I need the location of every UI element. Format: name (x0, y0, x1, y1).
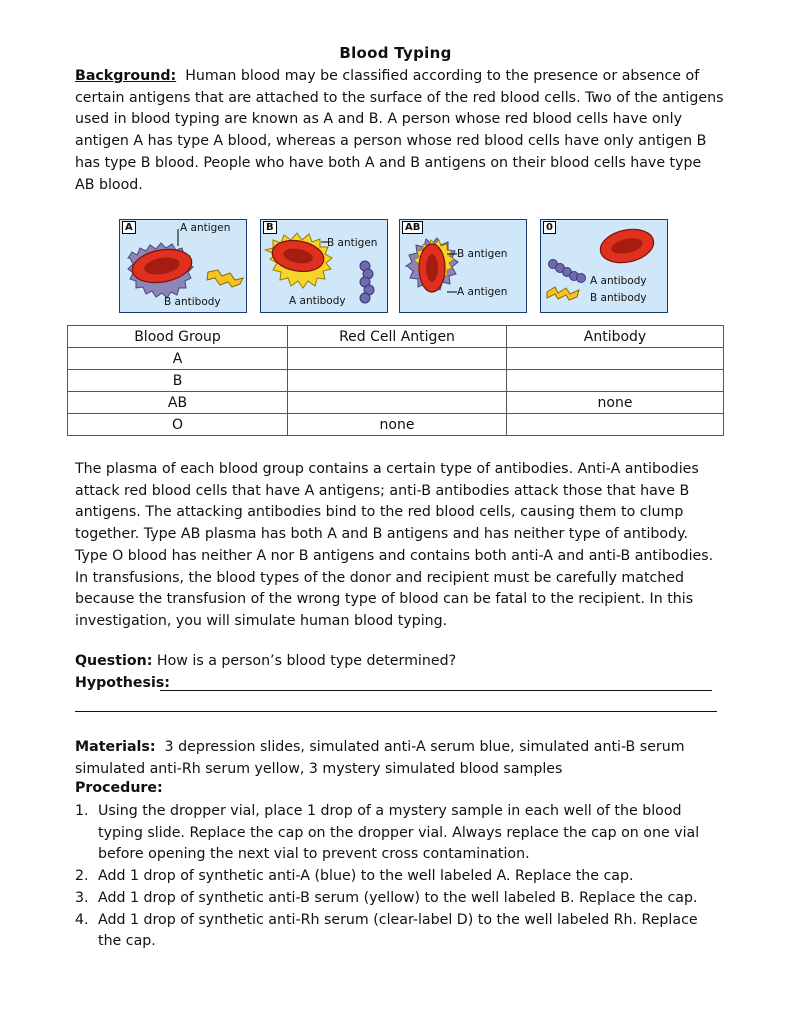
table-row (68, 414, 724, 436)
figure-label: B antigen (327, 237, 378, 249)
table-cell (507, 348, 724, 370)
materials-section (75, 737, 725, 780)
b-antibody-shape (207, 270, 243, 287)
hypothesis-blank-1[interactable] (160, 690, 712, 691)
table-cell: none (288, 414, 507, 436)
figure-type-a (119, 219, 247, 313)
question-label: Question: (75, 653, 153, 669)
a-antibody-shape (549, 260, 586, 283)
page-title: Blood Typing (339, 44, 452, 62)
procedure-list (75, 801, 725, 953)
list-item (75, 801, 725, 866)
figure-label: A antibody (289, 295, 346, 307)
list-item (75, 888, 725, 910)
plasma-paragraph: The plasma of each blood group contains a certain type of antibodies. Anti-A antibodies attack red blood cells that have A antigens; anti-B antibodies attack those that have B antigens. The attacking antibodies bind to the red blood cells, causing them to clump together. Type AB plasma has both A and B antigens and has neither type of antibody. Type O blood has neither A nor B antigens and contains both anti-A and anti-B antibodies. In transfusions, the blood types of the donor and recipient must be carefully matched because the transfusion of the wrong type of blood can be fatal to the recipient. In this investigation, you will simulate human blood typing. (75, 461, 714, 629)
table-cell: B (68, 370, 288, 392)
table-cell (288, 348, 507, 370)
blood-type-figures (119, 219, 679, 314)
step-number: 4. (75, 911, 89, 928)
materials-label: Materials: (75, 739, 156, 755)
figure-type-o (540, 219, 668, 313)
figure-label: A antigen (180, 222, 231, 234)
step-number: 2. (75, 868, 89, 885)
background-section (75, 66, 725, 196)
figure-label: B antibody (164, 296, 221, 308)
step-text: Add 1 drop of synthetic anti-Rh serum (clear-label D) to the well labeled Rh. Replace the cap. (98, 911, 698, 950)
question-line (75, 651, 725, 673)
table-cell (507, 414, 724, 436)
table-cell: O (68, 414, 288, 436)
red-cell-center (426, 254, 438, 282)
column-header: Antibody (507, 326, 724, 348)
plasma-section (75, 459, 725, 633)
materials-text: 3 depression slides, simulated anti-A serum blue, simulated anti-B serum simulated anti-Rh serum yellow, 3 mystery simulated blood samples (75, 739, 685, 777)
procedure-label: Procedure: (75, 780, 163, 796)
table-cell (507, 370, 724, 392)
figure-label: B antigen (457, 248, 508, 260)
table-cell: AB (68, 392, 288, 414)
table-row (68, 370, 724, 392)
column-header: Blood Group (68, 326, 288, 348)
background-text: Human blood may be classified according to the presence or absence of certain antigens that are attached to the surface of the red blood cells. Two of the antigens used in blood typing are known as A and B. A person whose red blood cells have only antigen A has type A blood, whereas a person whose red blood cells have only antigen B has type B blood. People who have both A and B antigens on their blood cells have type AB blood. (75, 68, 724, 193)
figure-label: B antibody (590, 292, 647, 304)
step-text: Add 1 drop of synthetic anti-A (blue) to the well labeled A. Replace the cap. (98, 868, 634, 885)
step-number: 3. (75, 889, 89, 906)
table-row (68, 348, 724, 370)
figure-tag: B (263, 221, 277, 234)
figure-label: A antibody (590, 275, 647, 287)
table-cell: A (68, 348, 288, 370)
figure-tag: 0 (543, 221, 556, 234)
a-antibody-shape (360, 261, 374, 303)
table-header-row (68, 326, 724, 348)
column-header: Red Cell Antigen (288, 326, 507, 348)
figure-tag: AB (402, 221, 423, 234)
list-item (75, 910, 725, 953)
figure-tag: A (122, 221, 136, 234)
table-cell: none (507, 392, 724, 414)
hypothesis-line (75, 673, 725, 695)
figure-label: A antigen (457, 286, 508, 298)
table-row (68, 392, 724, 414)
hypothesis-blank-2[interactable] (75, 711, 717, 712)
question-text: How is a person’s blood type determined? (156, 653, 457, 669)
hypothesis-label: Hypothesis: (75, 675, 170, 691)
list-item (75, 866, 725, 888)
step-number: 1. (75, 803, 89, 819)
figure-type-ab (399, 219, 527, 313)
table-cell (288, 370, 507, 392)
table-cell (288, 392, 507, 414)
blood-group-table (67, 325, 724, 436)
background-label: Background: (75, 68, 177, 84)
b-antibody-shape (547, 287, 579, 300)
step-text: Add 1 drop of synthetic anti-B serum (yellow) to the well labeled B. Replace the cap. (98, 889, 698, 906)
figure-type-b (260, 219, 388, 313)
step-text: Using the dropper vial, place 1 drop of a mystery sample in each well of the blood typing slide. Replace the cap on the dropper vial. Always replace the cap on one vial before opening the next vial to prevent cross contamination. (98, 803, 700, 863)
